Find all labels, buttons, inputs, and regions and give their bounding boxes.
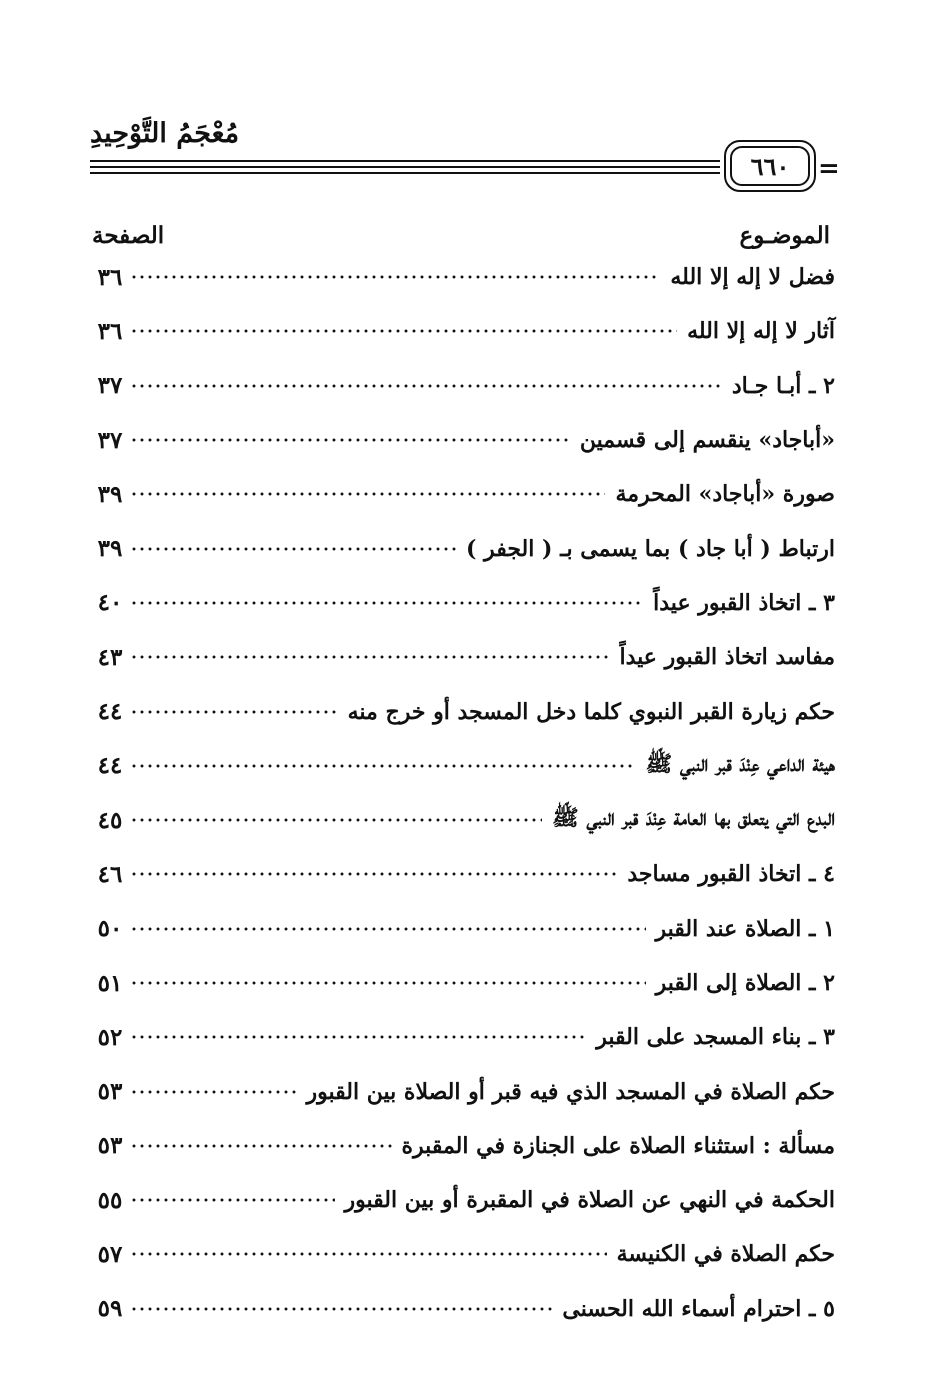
table-of-contents: [90, 250, 835, 1336]
page-number: ٦٦٠: [730, 146, 810, 186]
dot-leader: [130, 378, 722, 394]
dot-leader: [130, 1192, 335, 1208]
toc-entry: [90, 250, 835, 304]
toc-entry-page: ٥٣: [97, 1132, 123, 1160]
toc-entry-page: ٣٧: [97, 426, 123, 454]
toc-entry: [90, 576, 835, 630]
toc-entry: [90, 684, 835, 738]
dot-leader: [130, 704, 338, 720]
dot-leader: [130, 649, 609, 665]
toc-entry-page: ٥٣: [97, 1078, 123, 1106]
toc-entry-title: هيئة الداعي عِنْدَ قبر النبي ﷺ: [645, 750, 835, 777]
toc-entry-page: ٤٤: [97, 698, 123, 726]
toc-entry-page: ٣٦: [97, 317, 123, 345]
book-title: مُعْجَمُ التَّوْحِيدِ: [90, 118, 240, 149]
toc-entry-page: ٣٩: [97, 535, 123, 563]
toc-entry: [90, 359, 835, 413]
toc-entry: [90, 847, 835, 901]
toc-entry-page: ٥١: [97, 969, 123, 997]
toc-entry-page: ٥٧: [97, 1240, 123, 1268]
dot-leader: [130, 1246, 607, 1262]
toc-entry: [90, 793, 835, 847]
toc-entry: [90, 467, 835, 521]
dot-leader: [130, 323, 677, 339]
dot-leader: [130, 486, 605, 502]
header-rule: [90, 166, 720, 168]
toc-entry-title: آثار لا إله إلا الله: [687, 318, 835, 345]
toc-entry-title: ٤ ـ اتخاذ القبور مساجد: [627, 861, 835, 888]
header-rule: [90, 160, 720, 162]
toc-entry-page: ٥٩: [97, 1295, 123, 1323]
dot-leader: [130, 541, 456, 557]
toc-entry-page: ٥٢: [97, 1023, 123, 1051]
dot-leader: [130, 269, 660, 285]
page-header: [90, 110, 840, 200]
toc-entry-page: ٣٦: [97, 263, 123, 291]
dot-leader: [130, 1138, 392, 1154]
topic-column-heading: الموضـوع: [739, 222, 830, 249]
toc-entry: [90, 956, 835, 1010]
dot-leader: [130, 921, 646, 937]
toc-entry: [90, 413, 835, 467]
toc-entry-title: ارتباط ( أبا جاد ) بما يسمى بـ ( الجفر ): [465, 535, 835, 562]
toc-entry: [90, 1173, 835, 1227]
toc-entry: [90, 1119, 835, 1173]
toc-entry: [90, 739, 835, 793]
toc-entry-title: البدع التي يتعلق بها العامة عِنْدَ قبر النبي ﷺ: [552, 805, 835, 832]
toc-entry-page: ٤٠: [97, 589, 123, 617]
toc-entry-title: حكم الصلاة في الكنيسة: [616, 1241, 835, 1268]
toc-entry-title: حكم الصلاة في المسجد الذي فيه قبر أو الصلاة بين القبور: [306, 1078, 835, 1105]
toc-entry: [90, 1064, 835, 1118]
header-mark: =: [818, 154, 840, 184]
dot-leader: [130, 1029, 586, 1045]
toc-entry-page: ٣٧: [97, 372, 123, 400]
toc-entry: [90, 630, 835, 684]
dot-leader: [130, 595, 643, 611]
toc-entry-title: «أباجاد» ينقسم إلى قسمين: [579, 427, 835, 454]
dot-leader: [130, 866, 617, 882]
dot-leader: [130, 1084, 297, 1100]
toc-entry-title: فضل لا إله إلا الله: [670, 264, 835, 291]
toc-entry-page: ٤٣: [97, 643, 123, 671]
toc-entry: [90, 1010, 835, 1064]
toc-entry-page: ٥٥: [97, 1186, 123, 1214]
toc-entry-title: ٢ ـ الصلاة إلى القبر: [655, 970, 835, 996]
toc-entry: [90, 902, 835, 956]
toc-entry: [90, 521, 835, 575]
toc-entry-title: ١ ـ الصلاة عند القبر: [655, 915, 835, 942]
toc-entry-title: ٥ ـ احترام أسماء الله الحسنى: [562, 1295, 835, 1322]
toc-entry-title: صورة «أباجاد» المحرمة: [615, 481, 835, 508]
toc-entry-page: ٣٩: [97, 480, 123, 508]
toc-entry-title: الحكمة في النهي عن الصلاة في المقبرة أو بين القبور: [344, 1187, 835, 1214]
dot-leader: [130, 758, 636, 774]
toc-entry: [90, 304, 835, 358]
toc-entry-title: ٢ ـ أبـا جـاد: [731, 372, 835, 399]
dot-leader: [130, 812, 542, 828]
toc-entry: [90, 1227, 835, 1281]
toc-entry-page: ٥٠: [97, 915, 123, 943]
toc-entry-page: ٤٤: [97, 752, 123, 780]
toc-entry-title: مسألة : استثناء الصلاة على الجنازة في المقبرة: [401, 1132, 835, 1159]
toc-entry: [90, 1282, 835, 1336]
page-column-heading: الصفحة: [92, 222, 165, 249]
toc-entry-title: ٣ ـ بناء المسجد على القبر: [596, 1024, 835, 1051]
toc-entry-page: ٤٥: [97, 806, 123, 834]
toc-entry-title: حكم زيارة القبر النبوي كلما دخل المسجد أو خرج منه: [347, 698, 835, 725]
dot-leader: [130, 975, 646, 991]
toc-entry-title: مفاسد اتخاذ القبور عيداً: [619, 644, 835, 671]
header-rule: [90, 172, 720, 174]
toc-entry-title: ٣ ـ اتخاذ القبور عيداً: [653, 589, 835, 616]
dot-leader: [130, 432, 570, 448]
dot-leader: [130, 1301, 552, 1317]
toc-entry-page: ٤٦: [97, 860, 123, 888]
